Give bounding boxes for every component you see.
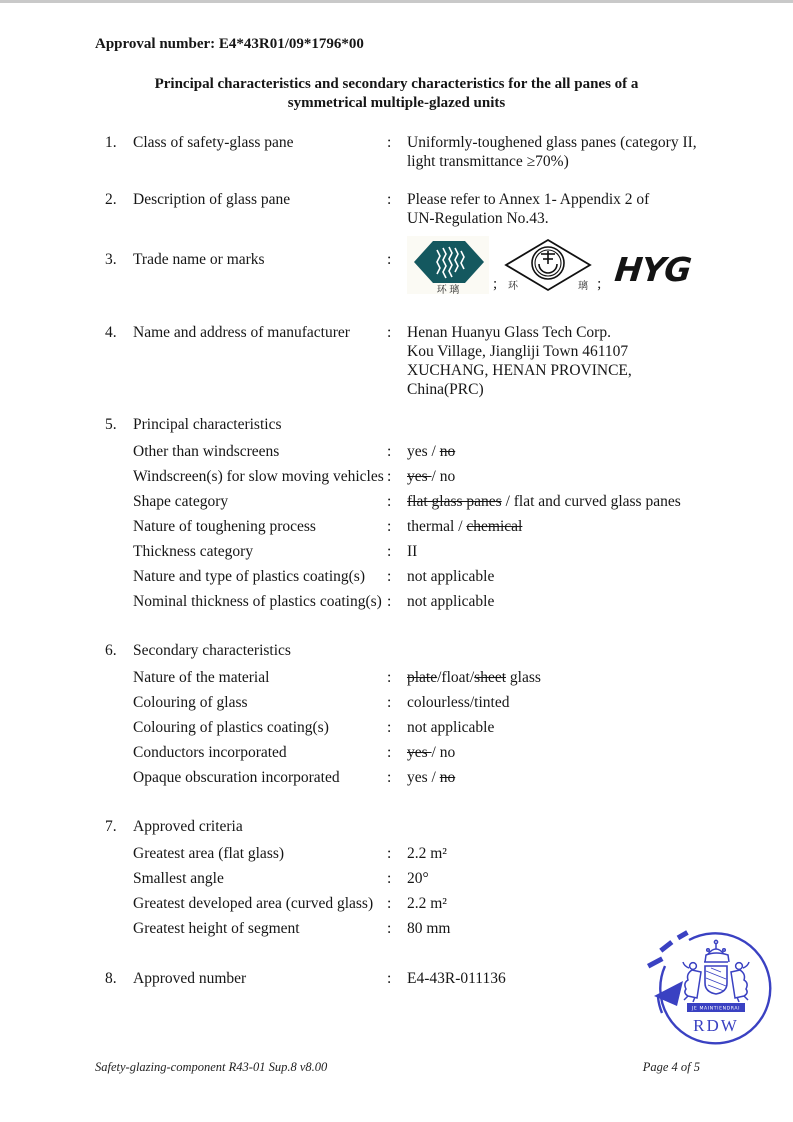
item-label: Trade name or marks [133, 251, 265, 268]
item-number: 6. [105, 642, 117, 659]
row-value: yes / no [407, 744, 456, 761]
row-label: Nature of the material [133, 669, 270, 686]
value-line: Please refer to Annex 1- Appendix 2 of [407, 191, 650, 208]
stamp-crown-icon [704, 940, 729, 962]
item-label: Class of safety-glass pane [133, 134, 294, 151]
row-value: II [407, 543, 418, 560]
row-label: Shape category [133, 493, 229, 510]
row-label: Nominal thickness of plastics coating(s) [133, 593, 382, 610]
colon: : [387, 769, 392, 786]
item-value [407, 190, 738, 228]
row-label: Windscreen(s) for slow moving vehicles [133, 468, 384, 485]
document-body [105, 133, 738, 988]
row-label: Conductors incorporated [133, 744, 287, 761]
window-top-edge [0, 0, 793, 3]
row-value: flat glass panes / flat and curved glass panes [407, 493, 681, 510]
item-description [105, 190, 738, 228]
section-secondary-characteristics [105, 641, 738, 660]
value-line: Henan Huanyu Glass Tech Corp. [407, 324, 611, 341]
colon: : [387, 845, 392, 862]
item-number: 1. [105, 134, 117, 151]
footer-page-number: Page 4 of 5 [642, 1060, 700, 1074]
colon: : [387, 324, 392, 341]
colon: : [387, 443, 392, 460]
stamp-lion-right-icon [731, 962, 749, 1002]
row-value: not applicable [407, 719, 495, 736]
item-trade-marks [105, 243, 738, 305]
row-label: Smallest angle [133, 870, 224, 887]
trademark-separator: ; [597, 276, 602, 292]
item-value [407, 133, 738, 171]
footer-document-reference: Safety-glazing-component R43-01 Sup.8 v8.00 [95, 1060, 328, 1074]
item-number: 2. [105, 191, 117, 208]
item-number: 3. [105, 251, 117, 268]
row-shape-category [105, 492, 738, 511]
colon: : [387, 593, 392, 610]
row-label: Other than windscreens [133, 443, 280, 460]
trademark-diamond-logo [503, 236, 593, 296]
item-approved-number [105, 969, 738, 988]
row-value: yes / no [407, 769, 456, 786]
row-other-than-windscreens [105, 442, 738, 461]
item-label: Name and address of manufacturer [133, 324, 350, 341]
row-label: Greatest area (flat glass) [133, 845, 285, 862]
row-label: Greatest developed area (curved glass) [133, 895, 374, 912]
item-label: Approved number [133, 970, 247, 987]
row-value: colourless/tinted [407, 694, 510, 711]
row-value: not applicable [407, 593, 495, 610]
item-class-of-pane [105, 133, 738, 171]
row-value: thermal / chemical [407, 518, 523, 535]
document-title-line1: Principal characteristics and secondary characteristics for the all panes of a [154, 76, 639, 92]
trademark-hexagon-logo [407, 236, 489, 296]
value-line: China(PRC) [407, 381, 484, 398]
value-line: light transmittance ≥70%) [407, 153, 569, 170]
colon: : [387, 191, 392, 208]
row-greatest-area-flat [105, 844, 738, 863]
item-number: 7. [105, 818, 117, 835]
row-toughening-process [105, 517, 738, 536]
stamp-ink-dashes [647, 930, 689, 1006]
row-value: 80 mm [407, 920, 451, 937]
colon: : [387, 920, 392, 937]
row-greatest-developed-area [105, 894, 738, 913]
trademark-hyg-wordmark: HYG [613, 250, 694, 289]
section-label: Approved criteria [133, 818, 243, 835]
row-label: Greatest height of segment [133, 920, 300, 937]
row-smallest-angle [105, 869, 738, 888]
row-colouring-of-plastics [105, 718, 738, 737]
colon: : [387, 468, 392, 485]
colon: : [387, 669, 392, 686]
row-value: 20° [407, 870, 429, 887]
stamp-motto-text: JE MAINTIENDRAI [691, 1006, 741, 1012]
approval-number: Approval number: E4*43R01/09*1796*00 [95, 36, 364, 52]
value-line: Uniformly-toughened glass panes (category II, [407, 134, 697, 151]
row-nature-of-material [105, 668, 738, 687]
section-label: Secondary characteristics [133, 642, 291, 659]
item-label: Description of glass pane [133, 191, 291, 208]
row-greatest-height-segment [105, 919, 738, 938]
colon: : [387, 694, 392, 711]
colon: : [387, 719, 392, 736]
row-label: Colouring of glass [133, 694, 248, 711]
stamp-rdw-text: RDW [693, 1016, 739, 1035]
row-label: Nature of toughening process [133, 518, 316, 535]
item-value [407, 323, 738, 399]
document-title-line2: symmetrical multiple-glazed units [287, 95, 506, 111]
row-conductors-incorporated [105, 743, 738, 762]
row-label: Thickness category [133, 543, 254, 560]
trademark-hexagon-characters: 环 璃 [436, 285, 460, 296]
row-plastics-coating-thickness [105, 592, 738, 611]
item-number: 8. [105, 970, 117, 987]
row-value: plate/float/sheet glass [407, 669, 541, 686]
row-label: Opaque obscuration incorporated [133, 769, 340, 786]
item-manufacturer [105, 323, 738, 399]
section-approved-criteria [105, 817, 738, 836]
item-value: E4-43R-011136 [407, 970, 506, 987]
row-plastics-coating-type [105, 567, 738, 586]
colon: : [387, 251, 392, 268]
value-line: XUCHANG, HENAN PROVINCE, [407, 362, 632, 379]
trademark-diamond-char-right: 璃 [578, 281, 589, 292]
item-value [407, 243, 738, 305]
row-thickness-category [105, 542, 738, 561]
trademark-group [407, 236, 738, 296]
row-label: Colouring of plastics coating(s) [133, 719, 329, 736]
section-label: Principal characteristics [133, 416, 282, 433]
stamp-shield-icon [705, 966, 727, 994]
colon: : [387, 870, 392, 887]
item-number: 4. [105, 324, 117, 341]
row-value: 2.2 m² [407, 845, 447, 862]
document-title [0, 75, 793, 113]
colon: : [387, 744, 392, 761]
row-value: yes / no [407, 468, 456, 485]
colon: : [387, 134, 392, 151]
colon: : [387, 518, 392, 535]
trademark-separator: ; [493, 276, 498, 292]
colon: : [387, 543, 392, 560]
rdw-stamp [645, 930, 785, 1060]
colon: : [387, 895, 392, 912]
row-value: 2.2 m² [407, 895, 447, 912]
row-label: Nature and type of plastics coating(s) [133, 568, 365, 585]
trademark-diamond-char-left: 环 [508, 281, 519, 292]
value-line: UN-Regulation No.43. [407, 210, 549, 227]
colon: : [387, 568, 392, 585]
page-footer [95, 1060, 700, 1075]
stamp-lion-left-icon [683, 962, 701, 1002]
row-value: yes / no [407, 443, 456, 460]
item-number: 5. [105, 416, 117, 433]
colon: : [387, 493, 392, 510]
section-principal-characteristics [105, 415, 738, 434]
row-colouring-of-glass [105, 693, 738, 712]
row-windscreens-slow-vehicles [105, 467, 738, 486]
colon: : [387, 970, 392, 987]
value-line: Kou Village, Jiangliji Town 461107 [407, 343, 629, 360]
row-opaque-obscuration [105, 768, 738, 787]
row-value: not applicable [407, 568, 495, 585]
